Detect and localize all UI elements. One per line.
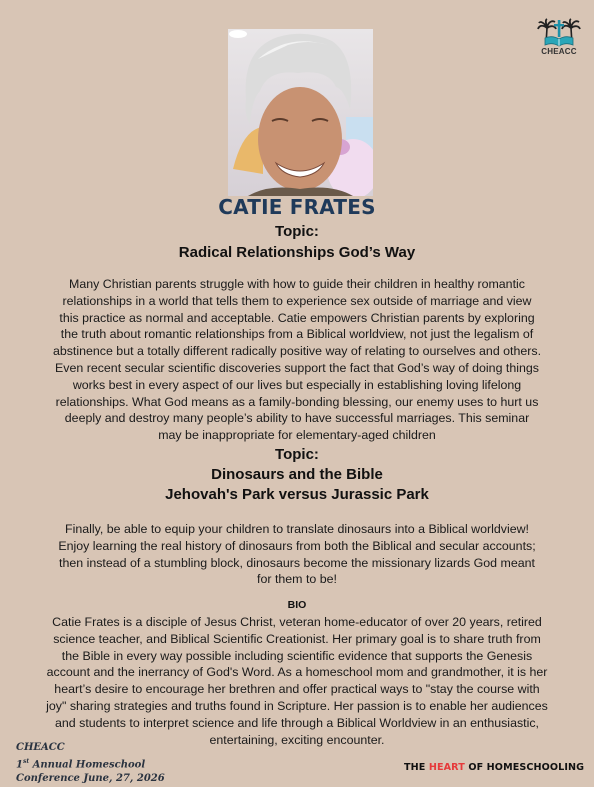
tagline-post: OF HOMESCHOOLING — [464, 762, 585, 773]
tagline — [404, 762, 584, 773]
topic2-description: Finally, be able to equip your children to translate dinosaurs into a Biblical worldview! Enjoy learning the real history of dinosaurs from both the Biblical and secular accounts; then instead of a stumbling block, dinosaurs become the missionary lizards God meant for them to be! — [58, 522, 536, 587]
speaker-photo — [228, 29, 373, 196]
topic1-title: Radical Relationships God’s Way — [178, 244, 416, 261]
footer-event-name: Annual Homeschool — [29, 759, 146, 771]
logo-text: CHEACC — [541, 47, 577, 56]
bio-text: Catie Frates is a disciple of Jesus Christ, veteran home-educator of over 20 years, retired science teacher, and Biblical Scientific Creationist. Her primary goal is to share truth from the Bible in every way possible including scientific evidence that supports the Genesis account and the inerrancy of God's Word. As a homeschool mom and grandmother, it is her heart’s desire to encourage her brethren and offer practical ways to "stay the course with joy" sharing strategies and truths found in Scripture. Her passion is to enable her audiences and students to interpret science and life through a Biblical Worldview in an enthusiastic, entertaining, exciting encounter. — [46, 615, 548, 747]
footer-date: Conference June, 27, 2026 — [16, 773, 165, 785]
footer-ordinal-suffix: st — [22, 758, 30, 765]
bio-label: BIO — [287, 599, 307, 611]
speaker-portrait-image — [228, 29, 373, 196]
topic2-title: Dinosaurs and the Bible — [211, 466, 383, 483]
topic1-label: Topic: — [275, 223, 319, 240]
footer-ordinal-num: 1 — [16, 759, 23, 771]
palm-trees-cross-bible-icon — [536, 14, 582, 48]
speaker-name: CATIE FRATES — [218, 195, 376, 219]
conference-info — [16, 741, 165, 786]
cheacc-logo — [536, 14, 582, 60]
tagline-accent: HEART — [428, 762, 465, 773]
footer-org: CHEACC — [16, 742, 65, 753]
tagline-pre: THE — [404, 762, 429, 773]
topic2-subtitle: Jehovah's Park versus Jurassic Park — [165, 486, 429, 503]
footer-event — [16, 755, 165, 772]
topic1-description: Many Christian parents struggle with how to guide their children in healthy romantic relationships in a world that tells them to experience sex outside of marriage and view this practice as normal and acceptable. Catie empowers Christian parents by exploring the truth about romantic relationships from a Biblical worldview, not just the legalism of abstinence but a totally different radically positive way of relating to ourselves and others. Even recent secular scientific discoveries support the fact that God’s way of doing things works best in every aspect of our lives but especially in establishing loving lifelong relationships. What God means as a family-bonding blessing, our enemy uses to hurt us deeply and destroy many people’s ability to have successful marriages. This seminar may be inappropriate for elementary-aged children — [52, 277, 542, 443]
topic2-label: Topic: — [275, 446, 319, 463]
